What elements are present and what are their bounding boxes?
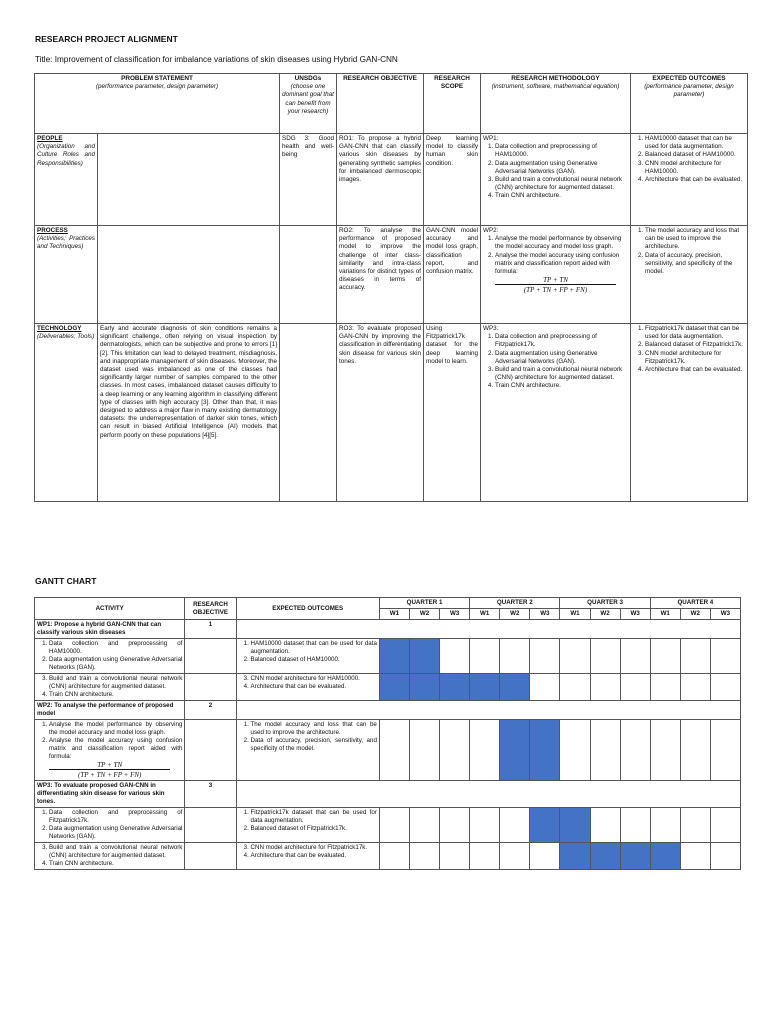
list-item: 4. Train CNN architecture.	[495, 382, 628, 390]
gantt-bar-cell	[590, 843, 620, 870]
gantt-week-header: W2	[590, 609, 620, 620]
gantt-week-cell	[710, 808, 740, 843]
objective-cell: RO1: To propose a hybrid GAN-CNN that can classify various skin diseases by generating synthetic samples for imbalanced dermoscopic images.	[337, 134, 424, 226]
formula-denominator: (TP + TN + FP + FN)	[495, 284, 616, 294]
list-item: 2. Data augmentation using Generative Adversarial Networks (GAN).	[495, 350, 628, 366]
gantt-list	[239, 675, 377, 691]
list-item: 1. The model accuracy and loss that can be used to improve the architecture.	[251, 721, 377, 737]
gantt-heading: GANTT CHART	[35, 576, 97, 586]
outcomes-list	[633, 227, 745, 276]
gantt-week-cell	[560, 639, 590, 674]
gantt-objective-cell	[185, 674, 236, 701]
outcomes-cell	[631, 226, 748, 324]
gantt-list	[239, 809, 377, 833]
gantt-week-header: W3	[710, 609, 740, 620]
gantt-week-cell	[409, 843, 439, 870]
gantt-outcomes-cell	[236, 639, 379, 674]
gantt-wp-objective: 2	[185, 701, 236, 720]
gantt-empty-cell	[236, 781, 740, 808]
gantt-activity-cell	[35, 720, 185, 781]
header-methodology-label: RESEARCH METHODOLOGY	[511, 75, 600, 82]
gantt-outcomes-cell	[236, 674, 379, 701]
gantt-objective-cell	[185, 843, 236, 870]
gantt-wp-objective: 1	[185, 620, 236, 639]
header-unsdgs-sub: (choose one dominant goal that can benefit from your research)	[282, 83, 334, 115]
accuracy-formula	[37, 761, 182, 779]
gantt-week-cell	[470, 808, 500, 843]
gantt-week-header: W3	[620, 609, 650, 620]
gantt-week-cell	[560, 720, 590, 781]
gantt-week-header: W2	[500, 609, 530, 620]
gantt-week-cell	[500, 808, 530, 843]
list-item: 4. Train CNN architecture.	[49, 860, 182, 868]
list-item: 2. Balanced dataset of Fitzpatrick17k.	[645, 341, 745, 349]
list-item: 4. Architecture that can be evaluated.	[645, 176, 745, 184]
gantt-week-cell	[560, 674, 590, 701]
gantt-week-cell	[680, 720, 710, 781]
gantt-bar-cell	[650, 843, 680, 870]
gantt-week-cell	[710, 639, 740, 674]
header-methodology-sub: (instrument, software, mathematical equation)	[491, 83, 620, 91]
methodology-list	[483, 235, 628, 276]
gantt-wp-objective: 3	[185, 781, 236, 808]
list-item: 3. Build and train a convolutional neural network (CNN) architecture for augmented dataset.	[49, 844, 182, 860]
gantt-bar-cell	[409, 639, 439, 674]
gantt-outcomes-cell	[236, 843, 379, 870]
gantt-wp-row	[35, 701, 741, 720]
gantt-week-header: W2	[680, 609, 710, 620]
gantt-week-cell	[470, 843, 500, 870]
gantt-week-cell	[680, 674, 710, 701]
gantt-week-cell	[500, 639, 530, 674]
gantt-week-cell	[650, 720, 680, 781]
gantt-bar-cell	[530, 808, 560, 843]
list-item: 3. CNN model architecture for HAM10000.	[645, 160, 745, 176]
gantt-week-cell	[620, 674, 650, 701]
gantt-objective-cell	[185, 639, 236, 674]
gantt-wp-title: WP2: To analyse the performance of proposed model	[35, 701, 185, 720]
gantt-bar-cell	[560, 843, 590, 870]
sdg-cell: SDG 3: Good health and well-being	[280, 134, 337, 226]
gantt-week-cell	[409, 720, 439, 781]
gantt-week-cell	[590, 808, 620, 843]
methodology-list	[483, 143, 628, 200]
header-outcomes-label: EXPECTED OUTCOMES	[652, 75, 726, 82]
gantt-list	[37, 844, 182, 868]
list-item: 3. Build and train a convolutional neural network (CNN) architecture for augmented dataset.	[49, 675, 182, 691]
list-item: 3. CNN model architecture for Fitzpatrick17k.	[645, 350, 745, 366]
list-item: 3. Build and train a convolutional neural network (CNN) architecture for augmented dataset.	[495, 366, 628, 382]
gantt-week-cell	[620, 639, 650, 674]
gantt-objective-cell	[185, 720, 236, 781]
gantt-list	[37, 640, 182, 672]
list-item: 2. Balanced dataset of HAM10000.	[645, 151, 745, 159]
gantt-header-objective: RESEARCH OBJECTIVE	[185, 598, 236, 620]
methodology-cell	[481, 226, 631, 324]
gantt-quarter-header: QUARTER 3	[560, 598, 650, 609]
category-people	[35, 134, 98, 226]
gantt-week-cell	[590, 639, 620, 674]
gantt-week-header: W1	[560, 609, 590, 620]
list-item: 3. Build and train a convolutional neural network (CNN) architecture for augmented dataset.	[495, 176, 628, 192]
gantt-week-cell	[650, 674, 680, 701]
gantt-week-cell	[440, 639, 470, 674]
scope-cell: Deep learning model to classify human skin condition.	[424, 134, 481, 226]
gantt-activity-cell	[35, 843, 185, 870]
gantt-week-cell	[680, 843, 710, 870]
gantt-week-header: W3	[530, 609, 560, 620]
gantt-week-cell	[379, 808, 409, 843]
outcomes-list	[633, 325, 745, 374]
gantt-week-cell	[680, 639, 710, 674]
list-item: 2. Data augmentation using Generative Adversarial Networks (GAN).	[49, 656, 182, 672]
list-item: 1. HAM10000 dataset that can be used for data augmentation.	[645, 135, 745, 151]
list-item: 4. Architecture that can be evaluated.	[251, 852, 377, 860]
gantt-outcomes-cell	[236, 808, 379, 843]
list-item: 1. Data collection and preprocessing of Fitzpatrick17k.	[495, 333, 628, 349]
gantt-list	[239, 640, 377, 664]
gantt-week-cell	[530, 639, 560, 674]
gantt-list	[37, 675, 182, 699]
gantt-week-cell	[680, 808, 710, 843]
outcomes-cell	[631, 134, 748, 226]
gantt-quarter-header: QUARTER 4	[650, 598, 740, 609]
gantt-week-header: W1	[650, 609, 680, 620]
category-label: PEOPLE	[37, 135, 63, 142]
header-outcomes-sub: (performance parameter, design parameter)	[644, 83, 734, 99]
gantt-activity-cell	[35, 808, 185, 843]
gantt-bar-cell	[500, 720, 530, 781]
list-item: 4. Train CNN architecture.	[495, 192, 628, 200]
list-item: 4. Architecture that can be evaluated.	[251, 683, 377, 691]
gantt-wp-row	[35, 620, 741, 639]
outcomes-cell	[631, 324, 748, 502]
header-problem-statement	[35, 74, 280, 134]
gantt-week-cell	[710, 843, 740, 870]
gantt-objective-cell	[185, 808, 236, 843]
category-sub: (Activities; Practices and Techniques)	[37, 235, 95, 251]
gantt-week-cell	[440, 843, 470, 870]
formula-numerator: TP + TN	[97, 761, 123, 769]
gantt-wp-title: WP1: Propose a hybrid GAN-CNN that can classify various skin diseases	[35, 620, 185, 639]
problem-statement-cell: Early and accurate diagnosis of skin conditions remains a significant challenge, often relying on visual inspection by dermatologists, which can be subjective and prone to errors [1][2]. This limitation can lead to delayed treatment, misdiagnosis, and inappropriate management of skin diseases. Moreover, the dataset used was imbalanced as one of the classes had significantly larger number of samples compared to the other classes. In most cases, imbalanced dataset causes difficulty to a deep learning or any learning algorithm in classifying different type of classes with high accuracy [3]. Other than that, it was designed to address a major flaw in many existing dermatology datasets: the underrepresentation of darker skin tones, which can result in biased Artificial Intelligence (AI) models that perform poorly on these populations [4][5].	[98, 324, 280, 502]
gantt-week-cell	[379, 843, 409, 870]
sdg-empty-cell	[280, 324, 337, 502]
methodology-list	[483, 333, 628, 390]
gantt-bar-cell	[379, 674, 409, 701]
list-item: 3. CNN model architecture for HAM10000.	[251, 675, 377, 683]
gantt-quarter-header: QUARTER 1	[379, 598, 469, 609]
gantt-week-cell	[650, 808, 680, 843]
gantt-wp-row	[35, 781, 741, 808]
gantt-list	[37, 809, 182, 841]
gantt-table	[34, 597, 741, 870]
gantt-task-row	[35, 639, 741, 674]
gantt-week-header: W1	[379, 609, 409, 620]
header-scope-label: RESEARCH SCOPE	[434, 75, 470, 91]
gantt-week-cell	[470, 639, 500, 674]
alignment-row-people	[35, 134, 748, 226]
gantt-week-cell	[590, 674, 620, 701]
objective-cell: RO2: To analyse the performance of proposed model to improve the challenge of inter class-similarity and intra-class variations for distinct types of diseases in terms of accuracy.	[337, 226, 424, 324]
alignment-row-process	[35, 226, 748, 324]
gantt-week-cell	[440, 808, 470, 843]
outcomes-list	[633, 135, 745, 184]
objective-cell: RO3: To evaluate proposed GAN-CNN by improving the classification in differentiating skin disease for various skin tones.	[337, 324, 424, 502]
gantt-week-header: W3	[440, 609, 470, 620]
header-row	[35, 74, 748, 134]
header-problem-sub: (performance parameter, design parameter)	[95, 83, 219, 91]
gantt-activity-cell	[35, 639, 185, 674]
gantt-week-cell	[710, 674, 740, 701]
header-research-scope	[424, 74, 481, 134]
methodology-cell	[481, 324, 631, 502]
gantt-week-cell	[710, 720, 740, 781]
gantt-header-row	[35, 598, 741, 609]
gantt-list	[239, 721, 377, 753]
gantt-week-cell	[620, 808, 650, 843]
list-item: 2. Data augmentation using Generative Adversarial Networks (GAN).	[49, 825, 182, 841]
category-label: PROCESS	[37, 227, 68, 234]
gantt-week-cell	[500, 843, 530, 870]
list-item: 1. The model accuracy and loss that can be used to improve the architecture.	[645, 227, 745, 252]
list-item: 1. HAM10000 dataset that can be used for data augmentation.	[251, 640, 377, 656]
gantt-bar-cell	[379, 639, 409, 674]
gantt-week-header: W2	[409, 609, 439, 620]
category-sub: (Organization and Culture Roles and Responsibilities)	[37, 143, 95, 167]
header-unsdgs-label: UNSDGs	[294, 75, 322, 82]
gantt-empty-cell	[236, 620, 740, 639]
list-item: 2. Data of accuracy, precision, sensitivity, and specificity of the model.	[645, 252, 745, 277]
gantt-week-cell	[379, 720, 409, 781]
category-technology	[35, 324, 98, 502]
problem-empty-cell	[98, 226, 280, 324]
gantt-header-outcomes: EXPECTED OUTCOMES	[236, 598, 379, 620]
scope-cell: Using Fitzpatrick17k dataset for the deep learning model to learn.	[424, 324, 481, 502]
gantt-header-activity: ACTIVITY	[35, 598, 185, 620]
header-objective-label: RESEARCH OBJECTIVE	[343, 75, 417, 82]
list-item: 1. Fitzpatrick17k dataset that can be used for data augmentation.	[251, 809, 377, 825]
category-sub: (Deliverables; Tools)	[37, 333, 95, 341]
gantt-week-cell	[470, 720, 500, 781]
list-item: 2. Balanced dataset of Fitzpatrick17k.	[251, 825, 377, 833]
gantt-bar-cell	[560, 808, 590, 843]
alignment-table	[34, 73, 748, 502]
methodology-cell	[481, 134, 631, 226]
problem-empty-cell	[98, 134, 280, 226]
gantt-task-row	[35, 843, 741, 870]
gantt-task-row	[35, 674, 741, 701]
wp-label: WP3:	[483, 325, 499, 332]
list-item: 1. Analyse the model performance by observing the model accuracy and model loss graph.	[495, 235, 628, 251]
header-problem-label: PROBLEM STATEMENT	[121, 75, 193, 82]
gantt-week-cell	[530, 843, 560, 870]
list-item: 4. Architecture that can be evaluated.	[645, 366, 745, 374]
gantt-activity-cell	[35, 674, 185, 701]
accuracy-formula	[483, 276, 628, 294]
gantt-bar-cell	[409, 674, 439, 701]
gantt-week-header: W1	[470, 609, 500, 620]
gantt-empty-cell	[236, 701, 740, 720]
list-item: 1. Fitzpatrick17k dataset that can be used for data augmentation.	[645, 325, 745, 341]
gantt-week-cell	[530, 674, 560, 701]
sdg-empty-cell	[280, 226, 337, 324]
header-unsdgs	[280, 74, 337, 134]
gantt-list	[37, 721, 182, 761]
gantt-bar-cell	[500, 674, 530, 701]
page-heading: RESEARCH PROJECT ALIGNMENT	[35, 34, 178, 44]
gantt-list	[239, 844, 377, 860]
wp-label: WP2:	[483, 227, 499, 234]
list-item: 2. Balanced dataset of HAM10000.	[251, 656, 377, 664]
alignment-row-technology	[35, 324, 748, 502]
formula-denominator: (TP + TN + FP + FN)	[49, 769, 170, 779]
list-item: 3. CNN model architecture for Fitzpatrick17k.	[251, 844, 377, 852]
list-item: 4. Train CNN architecture.	[49, 691, 182, 699]
wp-label: WP1:	[483, 135, 499, 142]
list-item: 1. Data collection and preprocessing of HAM10000.	[49, 640, 182, 656]
gantt-outcomes-cell	[236, 720, 379, 781]
list-item: 2. Analyse the model accuracy using confusion matrix and classification report aided with formula:	[495, 252, 628, 277]
list-item: 2. Analyse the model accuracy using confusion matrix and classification report aided with formula:	[49, 737, 182, 761]
gantt-week-cell	[650, 639, 680, 674]
gantt-week-cell	[440, 720, 470, 781]
gantt-bar-cell	[620, 843, 650, 870]
research-title: Title: Improvement of classification for imbalance variations of skin diseases using Hybrid GAN-CNN	[35, 55, 398, 64]
gantt-bar-cell	[530, 720, 560, 781]
gantt-week-cell	[409, 808, 439, 843]
header-research-objective	[337, 74, 424, 134]
gantt-task-row	[35, 808, 741, 843]
gantt-task-row	[35, 720, 741, 781]
list-item: 1. Data collection and preprocessing of Fitzpatrick17k.	[49, 809, 182, 825]
category-label: TECHNOLOGY	[37, 325, 82, 332]
formula-numerator: TP + TN	[543, 276, 568, 285]
list-item: 2. Data augmentation using Generative Adversarial Networks (GAN).	[495, 160, 628, 176]
scope-cell: GAN-CNN model accuracy and model loss graph, classification report, and confusion matrix.	[424, 226, 481, 324]
gantt-wp-title: WP3: To evaluate proposed GAN-CNN in differentiating skin disease for various skin tones.	[35, 781, 185, 808]
list-item: 1. Data collection and preprocessing of HAM10000.	[495, 143, 628, 159]
header-research-methodology	[481, 74, 631, 134]
header-expected-outcomes	[631, 74, 748, 134]
gantt-week-cell	[590, 720, 620, 781]
list-item: 1. Analyse the model performance by observing the model accuracy and model loss graph.	[49, 721, 182, 737]
category-process	[35, 226, 98, 324]
gantt-bar-cell	[470, 674, 500, 701]
gantt-quarter-header: QUARTER 2	[470, 598, 560, 609]
gantt-bar-cell	[440, 674, 470, 701]
gantt-week-cell	[620, 720, 650, 781]
list-item: 2. Data of accuracy, precision, sensitivity, and specificity of the model.	[251, 737, 377, 753]
